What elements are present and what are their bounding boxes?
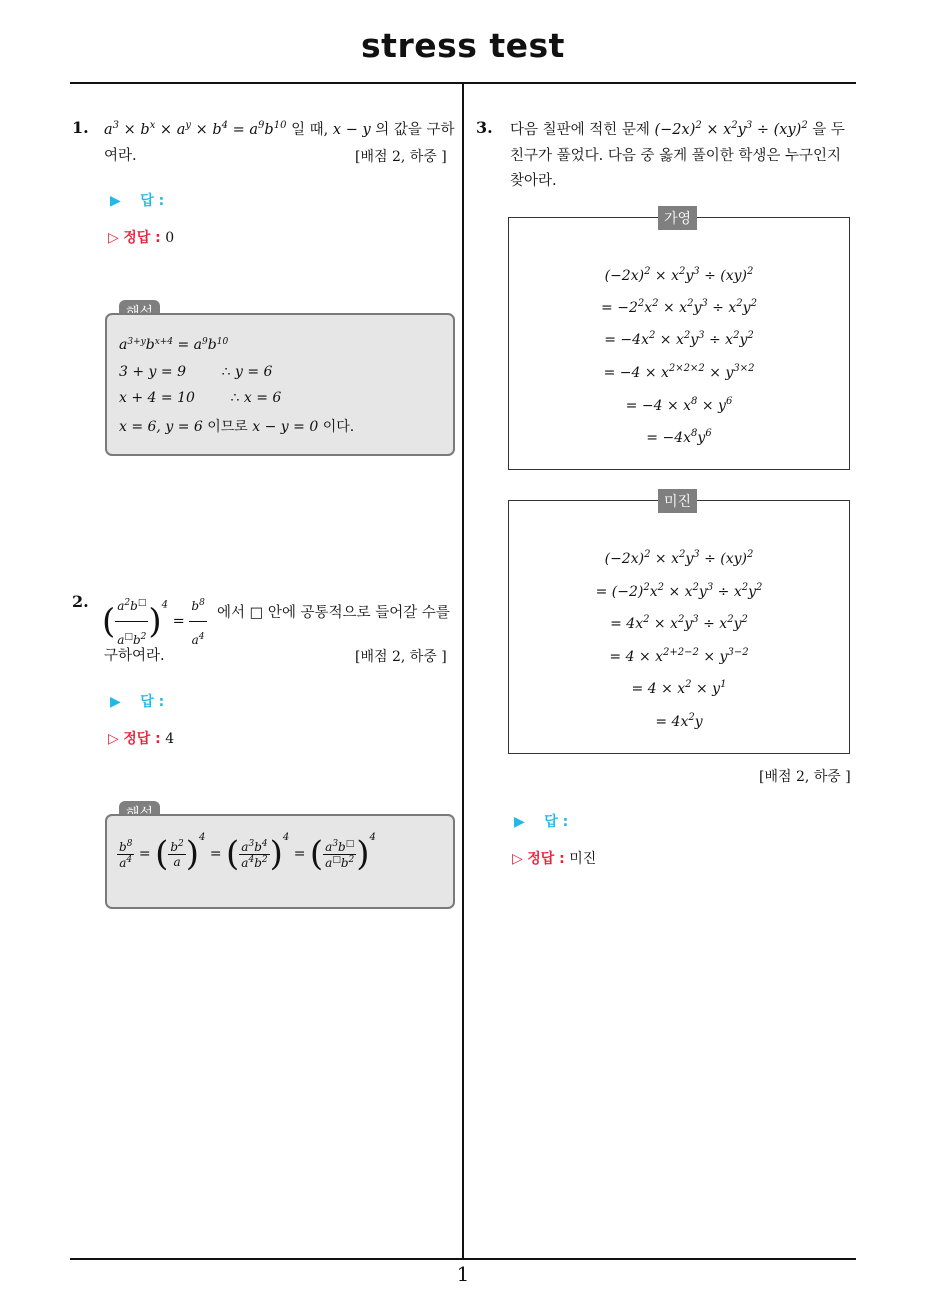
correct-label: 정답 : bbox=[123, 230, 161, 246]
question-text: 다음 칠판에 적힌 문제 $(-2x)^2 \times x^2y^3 \div (xy)^2$ 을 두 bbox=[510, 120, 845, 138]
solution-frame-student1 bbox=[508, 217, 850, 470]
correct-label: 정답 : bbox=[527, 851, 565, 867]
question-text: 에서 □ 안에 공통적으로 들어갈 수를 bbox=[217, 605, 450, 621]
correct-value: 0 bbox=[165, 230, 175, 246]
page-number: 1 bbox=[456, 1262, 470, 1286]
triangle-outline-icon: ▷ bbox=[108, 731, 119, 747]
question-number: 2. bbox=[72, 592, 89, 611]
correct-value: 4 bbox=[165, 731, 175, 747]
question-meta: [배점 2, 하중 ] bbox=[355, 649, 447, 665]
play-icon: ▶ bbox=[514, 814, 525, 830]
play-icon: ▶ bbox=[110, 193, 121, 209]
solution-frame-student2 bbox=[508, 500, 850, 754]
work-line: = $4x^2y$ bbox=[655, 712, 703, 730]
solution-box bbox=[105, 313, 455, 456]
work-line: $(-2x)^2 \times x^2y^3 \div (xy)^2$ bbox=[604, 549, 754, 567]
solution-line: 3 + y = 9 ∴ y = 6 bbox=[119, 364, 273, 380]
work-line: = $-4x^2 \times x^2y^3 \div x^2y^2$ bbox=[604, 330, 754, 348]
question-text-line2: 친구가 풀었다. 다음 중 옳게 풀이한 학생은 누구인지 bbox=[510, 148, 842, 164]
student-name-tag: 가영 bbox=[658, 206, 697, 230]
question-number: 3. bbox=[476, 118, 493, 137]
solution-line: x = 6, y = 6 이므로 x − y = 0 이다. bbox=[119, 419, 355, 435]
correct-row bbox=[108, 728, 174, 748]
answer-label: 답 : bbox=[140, 694, 165, 710]
solution-line: $\frac{b^8}{a^4}$ = ( $\frac{b^2}{a}$ )$^4$ = ( $\frac{a^3b^4}{a^4b^2}$ )$^4$ = ( $\frac{a^3b^□}{a^□b^2}$ )$^4$ bbox=[119, 832, 376, 874]
work-line: = $-2^2x^2 \times x^2y^3 \div x^2y^2$ bbox=[601, 298, 757, 316]
triangle-outline-icon: ▷ bbox=[512, 851, 523, 867]
question-text-line2: 여라. bbox=[104, 148, 137, 164]
student-name-tag: 미진 bbox=[658, 489, 697, 513]
answer-row bbox=[110, 691, 164, 711]
work-line: = $-4 \times x^8 \times y^6$ bbox=[625, 396, 733, 414]
solution-line: x + 4 = 10 ∴ x = 6 bbox=[119, 390, 282, 406]
footer-rule bbox=[70, 1258, 856, 1260]
solution-box bbox=[105, 814, 455, 909]
question-expression: ( $\frac{a^2b^□}{a^□b^2}$ )$^4$ = $\frac{b^8}{a^4}$ bbox=[102, 588, 207, 655]
work-line: = $4 \times x^2 \times y^1$ bbox=[631, 679, 727, 697]
triangle-outline-icon: ▷ bbox=[108, 230, 119, 246]
work-line: = $-4 \times x^{2\times 2\times 2} \times y^{3\times 2}$ bbox=[603, 363, 755, 381]
answer-label: 답 : bbox=[140, 193, 165, 209]
question-text-line2: 구하여라. bbox=[104, 648, 165, 664]
play-icon: ▶ bbox=[110, 694, 121, 710]
column-divider bbox=[462, 83, 464, 1259]
answer-label: 답 : bbox=[544, 814, 569, 830]
work-line: $(-2x)^2 \times x^2y^3 \div (xy)^2$ bbox=[604, 266, 754, 284]
correct-value: 미진 bbox=[569, 851, 597, 867]
work-line: = $(-2)^2x^2 \times x^2y^3 \div x^2y^2$ bbox=[595, 582, 763, 600]
answer-row bbox=[110, 190, 164, 210]
correct-row bbox=[512, 848, 596, 868]
solution-line: $a^{3+y}b^{x+4} = a^9b^{10}$ bbox=[119, 337, 229, 353]
work-line: = $4 \times x^{2+2-2} \times y^{3-2}$ bbox=[609, 647, 749, 665]
answer-row bbox=[514, 811, 568, 831]
question-text: $a^3 \times b^x \times a^y \times b^4 = a^9b^{10}$ 일 때, x − y 의 값을 구하 bbox=[104, 120, 455, 138]
question-number: 1. bbox=[72, 118, 89, 137]
question-text-line3: 찾아라. bbox=[510, 173, 557, 189]
question-meta: [배점 2, 하중 ] bbox=[759, 769, 851, 785]
question-meta: [배점 2, 하중 ] bbox=[355, 149, 447, 165]
correct-label: 정답 : bbox=[123, 731, 161, 747]
correct-row bbox=[108, 227, 174, 247]
work-line: = $-4x^8y^6$ bbox=[646, 428, 712, 446]
page-title: stress test bbox=[361, 26, 565, 65]
work-line: = $4x^2 \times x^2y^3 \div x^2y^2$ bbox=[610, 614, 748, 632]
